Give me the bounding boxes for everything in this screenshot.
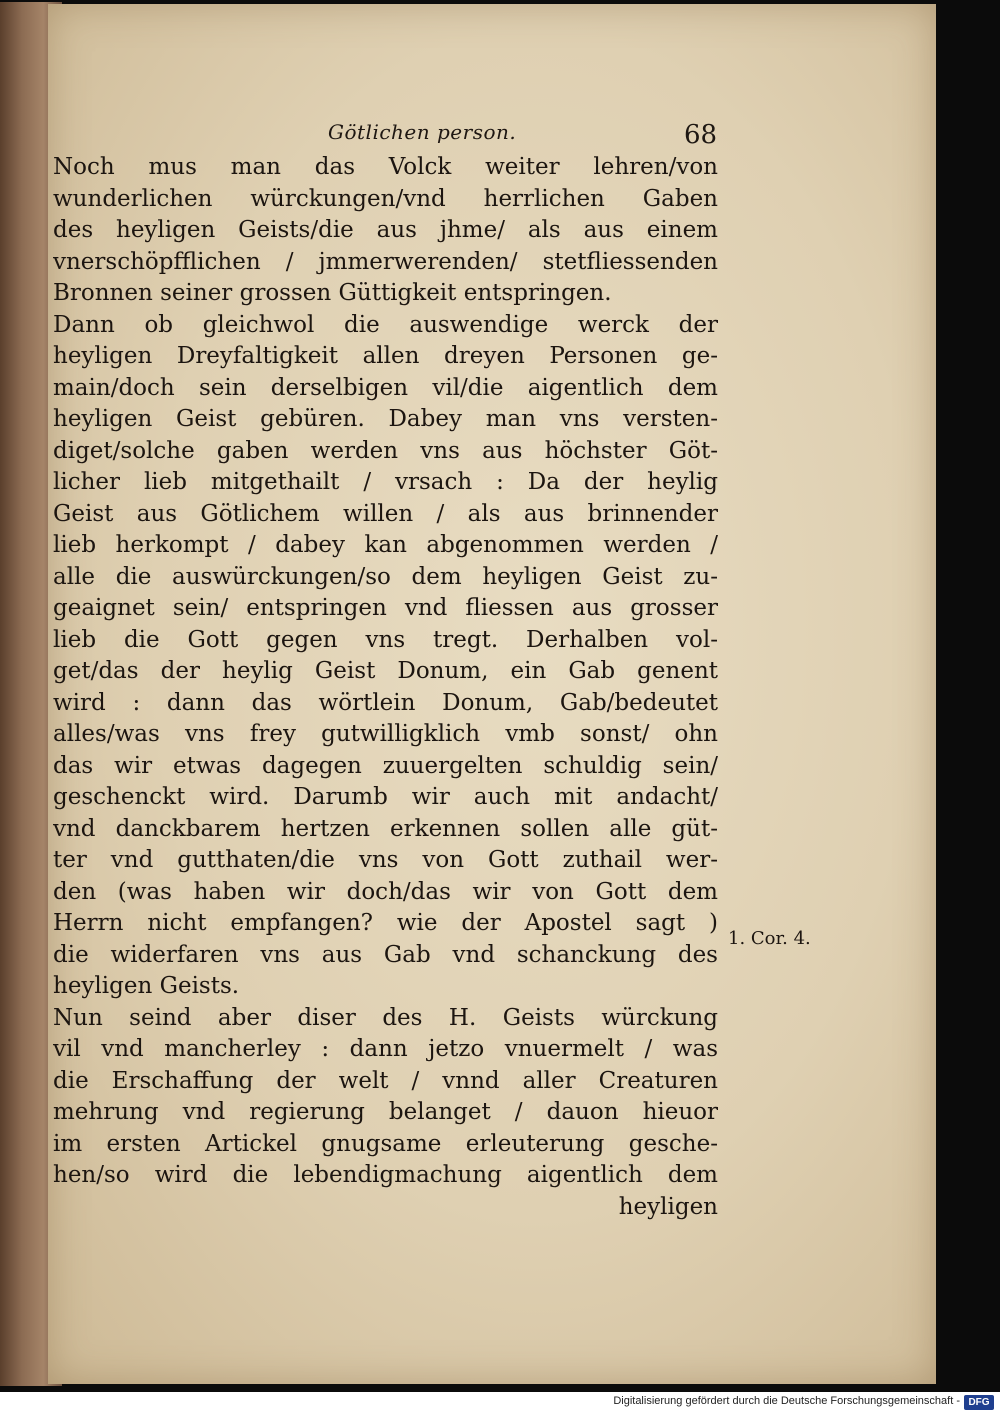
text-line: alles/was vns frey gutwilligklich vmb sonst/ ohn — [53, 721, 718, 747]
text-line: heyligen Dreyfaltigkeit allen dreyen Personen ge- — [53, 343, 718, 369]
text-line: die widerfaren vns aus Gab vnd schanckung des — [53, 941, 718, 968]
text-line: main/doch sein derselbigen vil/die aigentlich dem — [53, 374, 718, 401]
text-line: lieb die Gott gegen vns tregt. Derhalben vol- — [53, 626, 718, 653]
funding-credit: Digitalisierung gefördert durch die Deutsche Forschungsgemeinschaft - — [613, 1395, 960, 1407]
text-line: wunderlichen würckungen/vnd herrlichen Gaben — [53, 185, 718, 212]
text-line: heyligen Geists. — [53, 973, 240, 999]
text-line: get/das der heylig Geist Donum, ein Gab genent — [53, 658, 718, 684]
text-line: das wir etwas dagegen zuuergelten schuldig sein/ — [53, 752, 718, 779]
text-line: ter vnd gutthaten/die vns von Gott zuthail wer- — [53, 847, 718, 873]
text-line: hen/so wird die lebendigmachung aigentlich dem — [53, 1162, 718, 1188]
text-line: heyligen — [618, 1193, 718, 1220]
text-line: im ersten Artickel gnugsame erleuterung gesche- — [53, 1130, 718, 1157]
running-head: Götlichen person. — [328, 120, 517, 144]
text-line: geschenckt wird. Darumb wir auch mit andacht/ — [53, 784, 718, 810]
dfg-logo: DFG — [964, 1395, 994, 1410]
text-line: alle die auswürckungen/so dem heyligen Geist zu- — [53, 563, 718, 590]
text-line: vil vnd mancherley : dann jetzo vnuermelt / was — [53, 1036, 718, 1062]
book-page — [48, 4, 936, 1384]
page-number: 68 — [684, 120, 718, 150]
text-line: wird : dann das wörtlein Donum, Gab/bedeutet — [53, 689, 718, 716]
text-line: vnd danckbarem hertzen erkennen sollen alle güt- — [53, 815, 718, 842]
text-line: Nun seind aber diser des H. Geists würckung — [53, 1004, 718, 1031]
text-line: den (was haben wir doch/das wir von Gott dem — [53, 878, 718, 905]
text-line: Bronnen seiner grossen Güttigkeit entspringen. — [53, 280, 612, 306]
text-line: Herrn nicht empfangen? wie der Apostel sagt ) — [53, 910, 718, 936]
text-line: lieb herkompt / dabey kan abgenommen werden / — [53, 532, 718, 558]
text-line: vnerschöpfflichen / jmmerwerenden/ stetfliessenden — [53, 248, 718, 275]
text-line: diget/solche gaben werden vns aus höchster Göt- — [53, 437, 718, 464]
text-line: heyligen Geist gebüren. Dabey man vns versten- — [53, 406, 718, 432]
text-line: des heyligen Geists/die aus jhme/ als aus einem — [53, 217, 718, 243]
text-block — [53, 152, 718, 1223]
text-line: Dann ob gleichwol die auswendige werck der — [53, 311, 718, 338]
margin-note: 1. Cor. 4. — [728, 928, 811, 949]
footer-bar — [0, 1392, 1000, 1416]
text-line: mehrung vnd regierung belanget / dauon hieuor — [53, 1099, 718, 1125]
text-line: die Erschaffung der welt / vnnd aller Creaturen — [53, 1067, 718, 1094]
text-line: Geist aus Götlichem willen / als aus brinnender — [53, 500, 718, 527]
text-line: licher lieb mitgethailt / vrsach : Da der heylig — [53, 469, 718, 495]
text-line: geaignet sein/ entspringen vnd fliessen aus grosser — [53, 595, 718, 621]
text-line: Noch mus man das Volck weiter lehren/von — [53, 154, 718, 180]
